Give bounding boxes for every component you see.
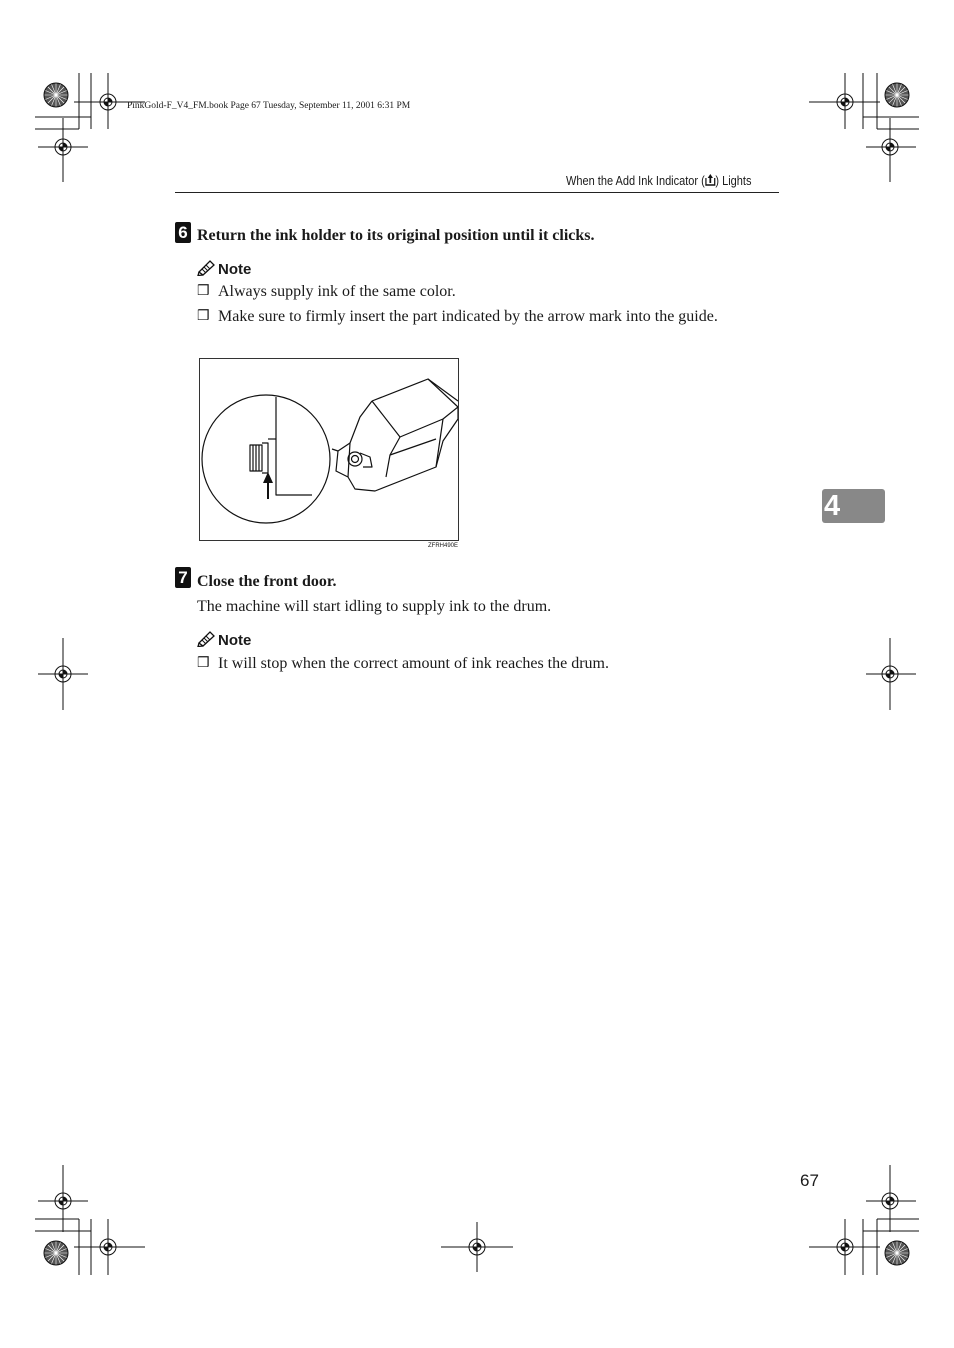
step-6-note-heading bbox=[197, 259, 251, 278]
step-7-number: 7 bbox=[175, 567, 191, 588]
note-item bbox=[197, 307, 779, 327]
note-item-text: Make sure to firmly insert the part indicated by the arrow mark into the guide. bbox=[218, 308, 718, 325]
checkbox-bullet-icon: ❒ bbox=[197, 284, 210, 299]
step-7-body: The machine will start idling to supply ink to the drum. bbox=[197, 598, 552, 615]
note-item bbox=[197, 282, 779, 302]
chapter-tab bbox=[822, 489, 885, 523]
step-6-title: Return the ink holder to its original position until it clicks. bbox=[197, 227, 595, 244]
step-7-note-heading bbox=[197, 630, 251, 649]
checkbox-bullet-icon: ❒ bbox=[197, 309, 210, 324]
pencil-icon bbox=[197, 630, 216, 647]
step-7-title: Close the front door. bbox=[197, 573, 337, 590]
ink-holder-illustration bbox=[199, 358, 459, 541]
running-head bbox=[566, 174, 751, 188]
chapter-number: 4 bbox=[824, 490, 841, 522]
note-item-text: It will stop when the correct amount of ink reaches the drum. bbox=[218, 655, 609, 672]
running-head-after: ) Lights bbox=[715, 174, 752, 188]
note-item bbox=[197, 654, 779, 674]
figure-code: ZFRH490E bbox=[428, 543, 459, 549]
print-info: PinkGold-F_V4_FM.book Page 67 Tuesday, September 11, 2001 6:31 PM bbox=[127, 101, 411, 111]
add-ink-icon bbox=[705, 174, 716, 186]
step-6-number: 6 bbox=[175, 222, 191, 243]
note-label: Note bbox=[218, 632, 252, 649]
pencil-icon bbox=[197, 259, 216, 276]
note-item-text: Always supply ink of the same color. bbox=[218, 283, 456, 300]
checkbox-bullet-icon: ❒ bbox=[197, 656, 210, 671]
running-head-before: When the Add Ink Indicator ( bbox=[566, 174, 705, 188]
note-label: Note bbox=[218, 261, 252, 278]
page-number: 67 bbox=[800, 1171, 819, 1190]
header-rule bbox=[175, 192, 779, 193]
